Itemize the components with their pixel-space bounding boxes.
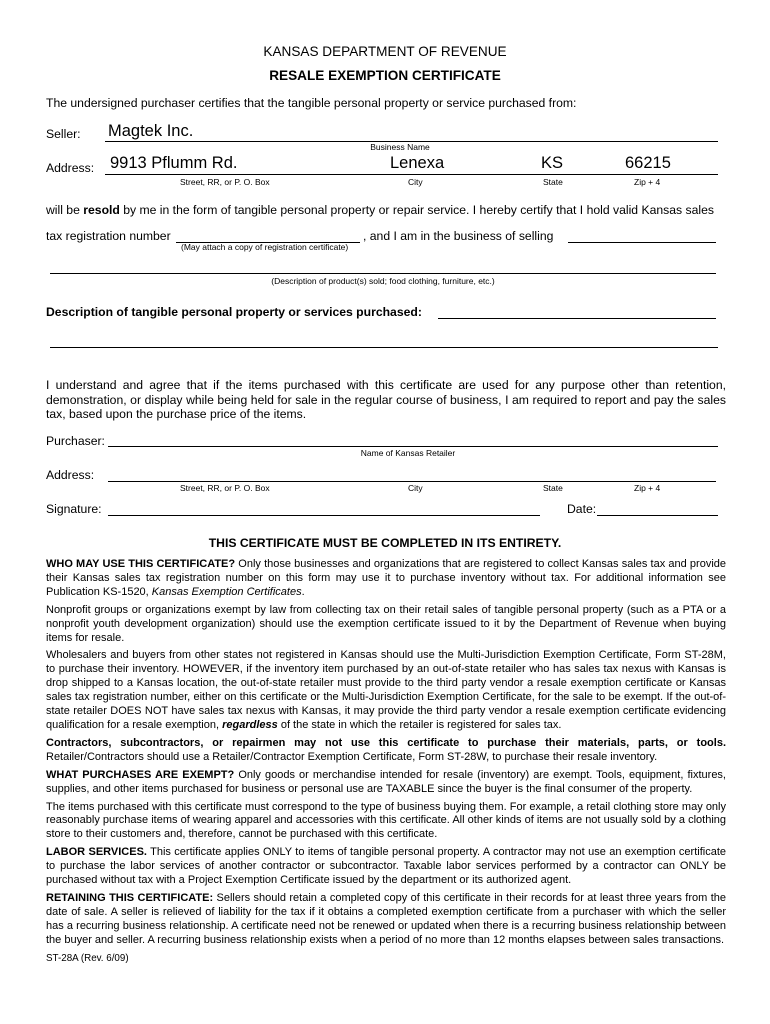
seller-city-field[interactable]	[387, 153, 527, 174]
purchaser-name-field[interactable]	[108, 432, 718, 447]
seller-state-caption: State	[543, 177, 563, 187]
who-may-use-end: .	[301, 585, 305, 598]
purchaser-zip-field[interactable]	[622, 466, 716, 481]
completion-notice: THIS CERTIFICATE MUST BE COMPLETED IN ITS ENTIRETY.	[208, 536, 562, 550]
retaining-heading: RETAINING THIS CERTIFICATE:	[46, 891, 214, 904]
nonprofit-paragraph: Nonprofit groups or organizations exempt by law from collecting tax on their retail sales of tangible personal property (such as a PTA or a nonprofit youth development organization) should use the exemption certificate issued to it by the Department of Revenue when buying items for resale.	[46, 603, 726, 644]
seller-street-caption: Street, RR, or P. O. Box	[180, 177, 270, 187]
purchaser-zip-caption: Zip + 4	[634, 483, 661, 493]
tax-registration-number-field[interactable]	[176, 228, 360, 243]
certification-resold: resold	[83, 203, 120, 217]
form-title: RESALE EXEMPTION CERTIFICATE	[269, 68, 501, 83]
form-number: ST-28A (Rev. 6/09)	[46, 952, 129, 964]
purchaser-city-field[interactable]	[388, 466, 528, 481]
out-of-state-text-before: Wholesalers and buyers from other states not registered in Kansas should use the Multi-Jurisdiction Exemption Certificate, Form ST-28M, to purchase their inventory. HOWEVER, if the inventory item purchased by an out-of-state retailer who has sales tax nexus with Kansas is drop shipped to a Kansas location, the out-of-state retailer must provide to the third party vendor a resale exemption certificate or Kansas sales tax registration number, either on this certificate or the Multi-Jurisdiction Exemption Certificate, for the sale to be exempt. If the out-of-state retailer DOES NOT have sales tax nexus with Kansas, it may provide the third party vendor a resale exemption certificate evidencing qualification for a resale exemption,	[46, 649, 726, 731]
purchase-description-field-2[interactable]	[50, 332, 718, 348]
intro-text: The undersigned purchaser certifies that the tangible personal property or service purchased from:	[46, 96, 577, 110]
seller-street-field[interactable]	[107, 153, 377, 174]
seller-address-line	[105, 153, 718, 175]
purchaser-state-caption: State	[543, 483, 563, 493]
purchaser-street-field[interactable]	[110, 466, 378, 481]
signature-label: Signature:	[46, 502, 102, 516]
business-selling-label: , and I am in the business of selling	[363, 229, 554, 243]
certification-prefix: will be	[46, 203, 80, 217]
out-of-state-paragraph	[46, 649, 726, 732]
purchaser-city-caption: City	[408, 483, 423, 493]
purchaser-address-label: Address:	[46, 468, 95, 482]
what-exempt-paragraph	[46, 769, 726, 797]
instructions	[46, 558, 726, 966]
certification-statement	[46, 203, 714, 217]
purchaser-street-caption: Street, RR, or P. O. Box	[180, 483, 270, 493]
contractors-text: Retailer/Contractors should use a Retailer/Contractor Exemption Certificate, Form ST-28W, to purchase their resale inventory.	[46, 750, 658, 763]
seller-address-label: Address:	[46, 161, 95, 175]
seller-city-caption: City	[408, 177, 423, 187]
contractors-heading: Contractors, subcontractors, or repairmen may not use this certificate to purchase their materials, parts, or tools.	[46, 736, 726, 749]
labor-services-paragraph	[46, 846, 726, 888]
publication-title: Kansas Exemption Certificates	[151, 585, 302, 598]
retaining-text: Sellers should retain a completed copy of this certificate in their records for at least three years from the date of sale. A seller is relieved of liability for the tax if it obtains a completed exemption certificate from a purchaser with which the seller has a recurring business relationship. A certificate need not be renewed or updated when there is a recurring business relationship between the buyer and seller. A recurring business relationship exists when a period of no more than 12 months elapses between sales transactions.	[46, 891, 726, 946]
business-selling-field[interactable]	[568, 228, 716, 243]
purchaser-address-line	[108, 466, 716, 482]
tax-registration-caption: (May attach a copy of registration certificate)	[181, 242, 349, 252]
purchase-description-label: Description of tangible personal property or services purchased:	[46, 305, 422, 319]
purchaser-name-caption: Name of Kansas Retailer	[360, 448, 456, 458]
contractors-paragraph	[46, 737, 726, 765]
agency-name: KANSAS DEPARTMENT OF REVENUE	[263, 44, 507, 59]
correspond-paragraph: The items purchased with this certificate must correspond to the type of business buying them. For example, a retail clothing store may only reasonably purchase items of wearing apparel and accessories with this certificate. All other kinds of items are not usually sold by a clothing store to their customers and, therefore, cannot be purchased with this certificate.	[46, 800, 726, 841]
what-exempt-text: Only goods or merchandise intended for resale (inventory) are exempt. Tools, equipment, fixtures, supplies, and other items purchased for business or personal use are TAXABLE since the buyer is the final consumer of the property.	[46, 768, 726, 795]
seller-business-name-field[interactable]	[105, 121, 718, 142]
labor-services-heading: LABOR SERVICES.	[46, 846, 147, 859]
signature-field[interactable]	[108, 500, 540, 516]
who-may-use-paragraph	[46, 558, 726, 600]
agreement-paragraph: I understand and agree that if the items purchased with this certificate are used for any purpose other than retention, demonstration, or display while being held for sale in the regular course of business, I am required to report and pay the sales tax, based upon the purchase price of the items.	[46, 378, 726, 422]
date-label: Date:	[567, 502, 597, 516]
tax-registration-label: tax registration number	[46, 229, 171, 243]
seller-label: Seller:	[46, 127, 81, 141]
purchaser-label: Purchaser:	[46, 434, 105, 448]
labor-services-text: This certificate applies ONLY to items of tangible personal property. A contractor may not use an exemption certificate to purchase the labor services of another contractor or subcontractor. Taxable labor services performed by a contractor can ONLY be purchased without tax with a Project Exemption Certificate issued by the department or its authorized agent.	[46, 846, 727, 887]
seller-zip-caption: Zip + 4	[634, 177, 661, 187]
business-name-caption: Business Name	[370, 142, 430, 152]
products-sold-caption: (Description of product(s) sold; food clothing, furniture, etc.)	[271, 276, 495, 286]
purchaser-state-field[interactable]	[538, 466, 608, 481]
products-sold-field[interactable]	[50, 258, 716, 274]
certification-suffix: by me in the form of tangible personal property or repair service. I hereby certify that I hold valid Kansas sales	[123, 203, 714, 217]
date-field[interactable]	[597, 500, 718, 516]
out-of-state-text-after: of the state in which the retailer is registered for sales tax.	[280, 718, 562, 731]
out-of-state-emphasis: regardless	[222, 718, 278, 731]
out-of-state-emphasis-wrap	[222, 719, 278, 731]
what-exempt-heading: WHAT PURCHASES ARE EXEMPT?	[46, 768, 235, 781]
who-may-use-text: Only those businesses and organizations that are registered to collect Kansas sales tax and provide their Kansas sales tax registration number on this form may use it to purchase inventory without tax. For additional information see Publication KS-1520,	[46, 558, 726, 598]
seller-zip-field[interactable]	[622, 153, 718, 174]
seller-state-field[interactable]	[538, 153, 608, 174]
purchase-description-field-1[interactable]	[438, 303, 716, 319]
who-may-use-heading: WHO MAY USE THIS CERTIFICATE?	[46, 558, 236, 570]
retaining-paragraph	[46, 892, 726, 948]
